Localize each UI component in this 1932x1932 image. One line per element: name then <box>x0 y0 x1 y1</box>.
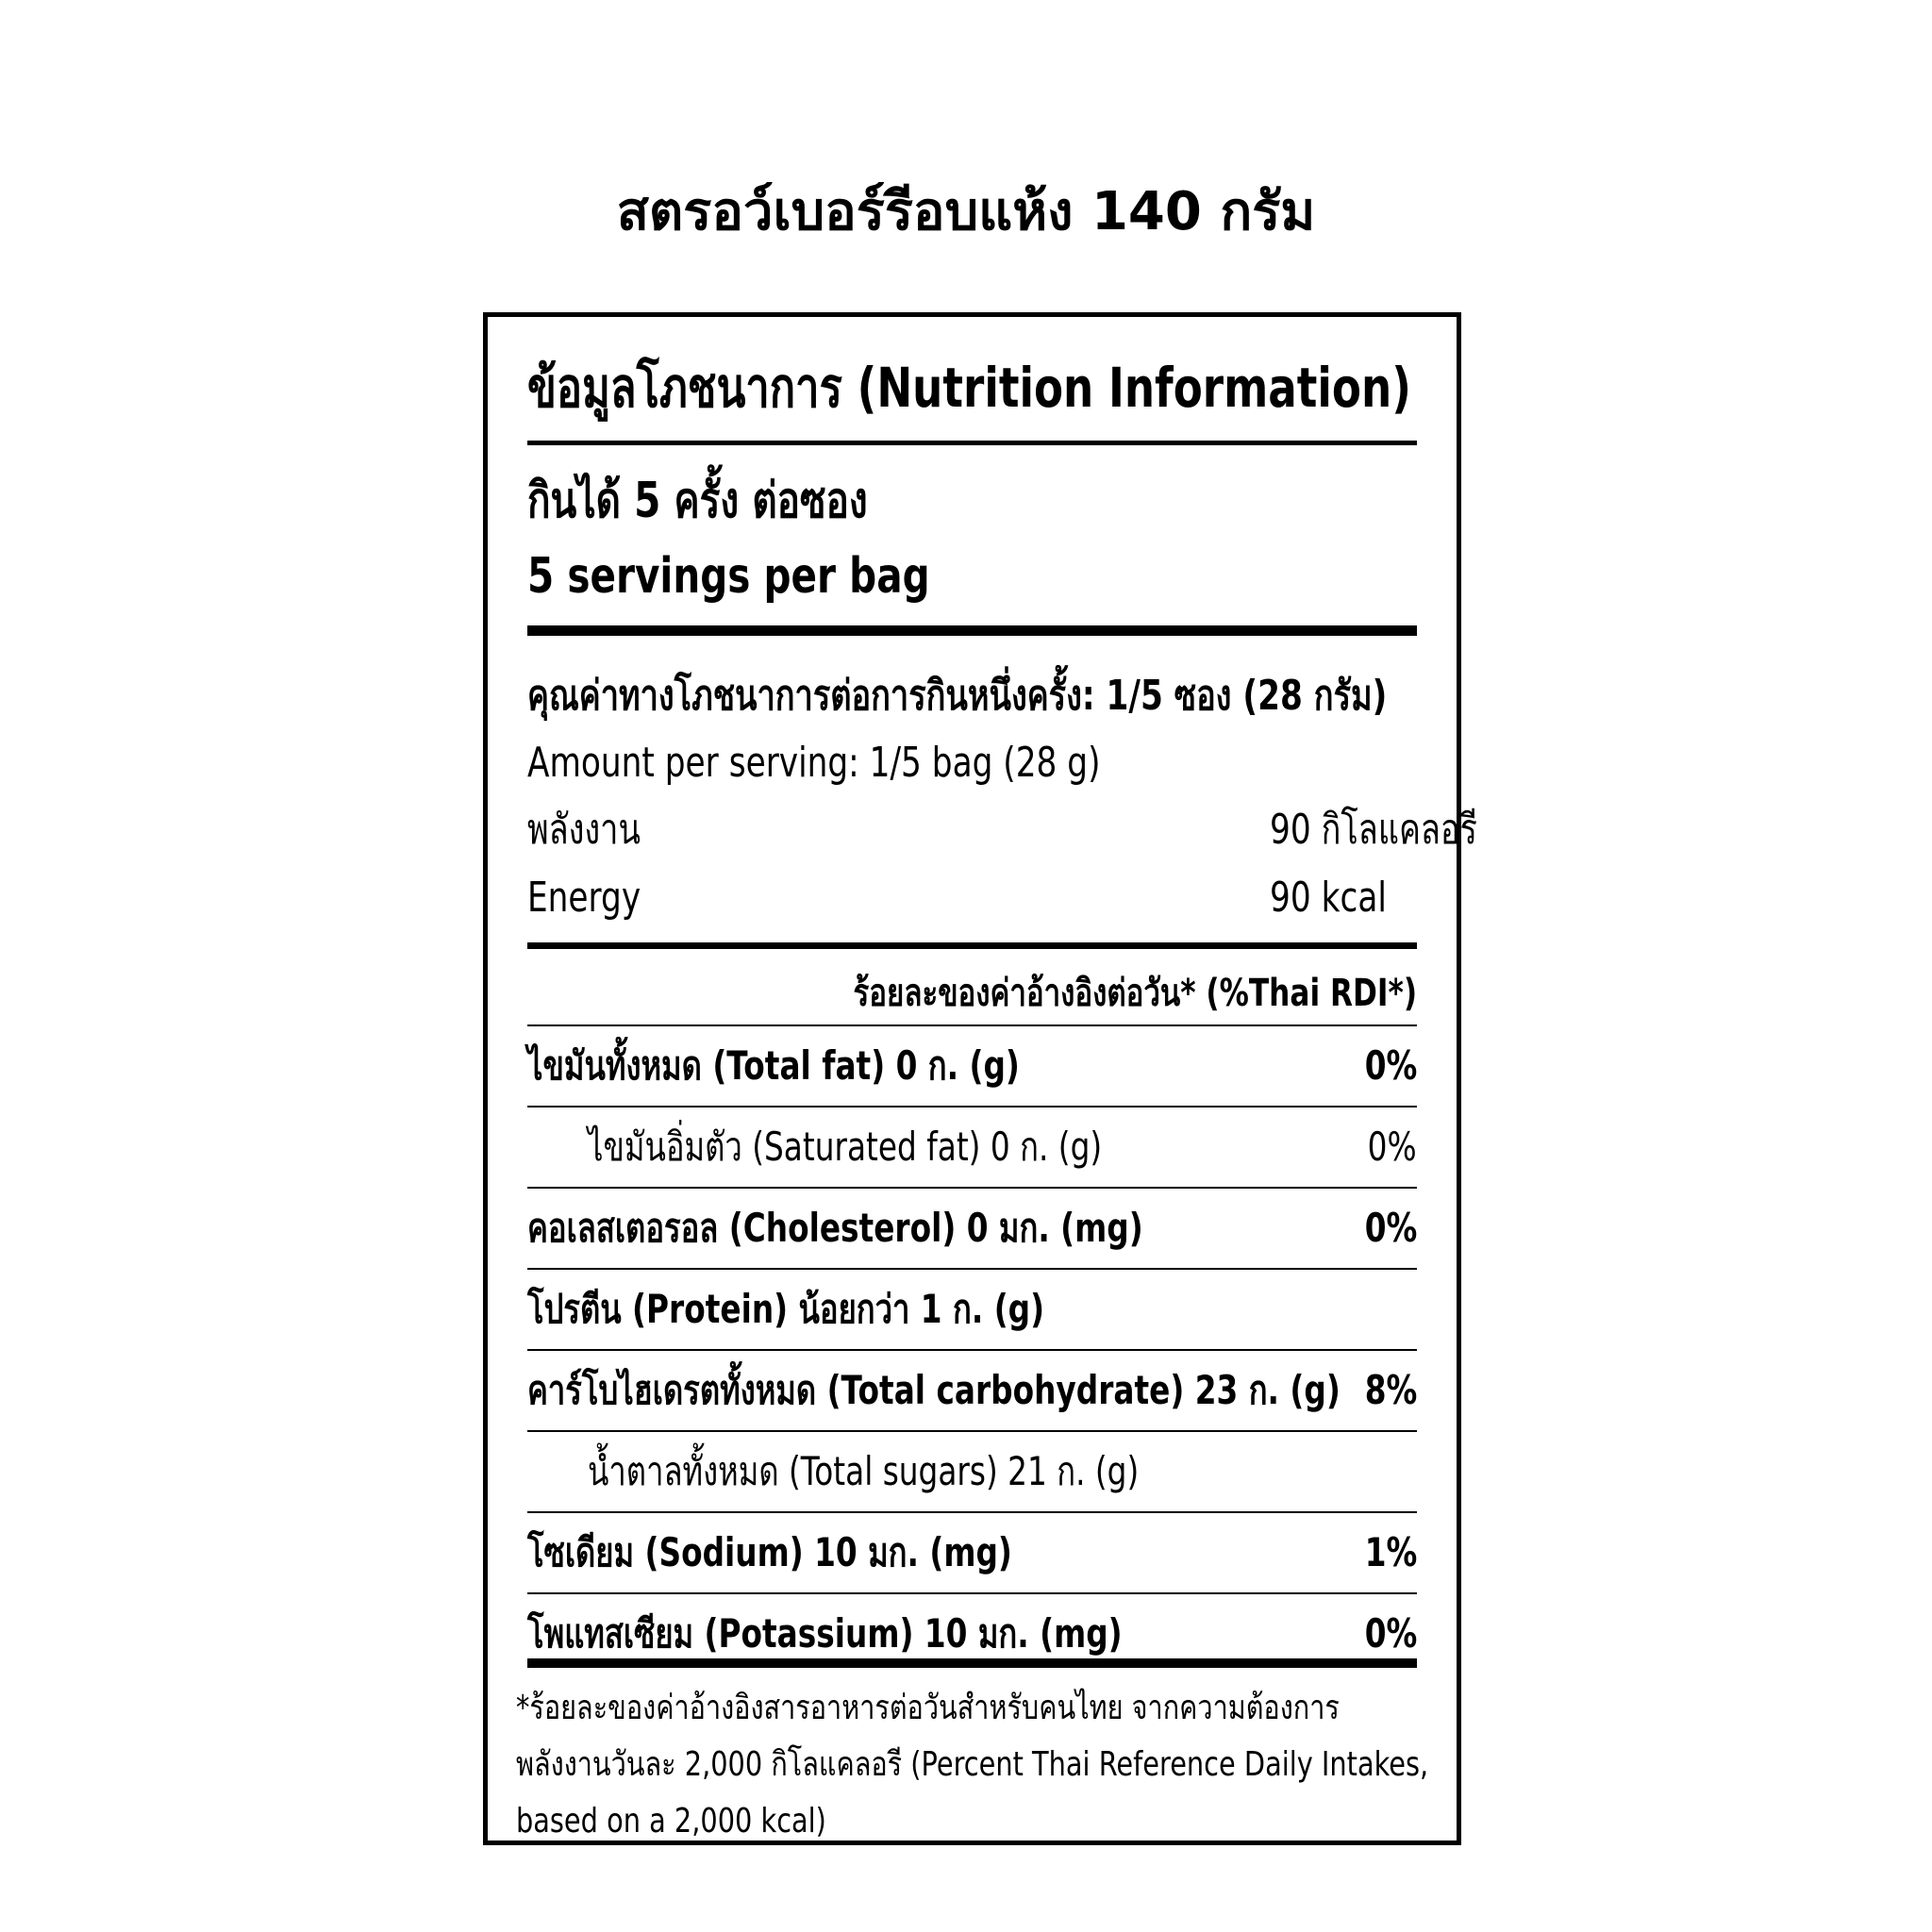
energy-value-en-text: 90 kcal <box>1270 874 1387 922</box>
nutrient-name-text: ไขมันอิ่มตัว (Saturated fat) 0 ก. (g) <box>588 1124 1103 1170</box>
rdi-header <box>694 965 1417 1022</box>
nutrient-name-text: น้ำตาลทั้งหมด (Total sugars) 21 ก. (g) <box>588 1448 1140 1494</box>
rdi-header-text: ร้อยละของค่าอ้างอิงต่อวัน* (%Thai RDI*) <box>853 972 1417 1015</box>
footnote <box>516 1680 1450 1850</box>
amount-per-serving-th <box>527 666 1629 726</box>
nutrient-name <box>588 1441 1294 1502</box>
nutrient-name <box>588 1117 1247 1177</box>
nutrition-heading-text: ข้อมูลโภชนาการ (Nutrition Information) <box>527 356 1411 420</box>
nutrient-name <box>527 1036 1158 1096</box>
nutrient-percent-text: 0% <box>1364 1205 1417 1251</box>
nutrient-name <box>527 1523 1149 1583</box>
energy-label-th <box>527 800 673 860</box>
nutrient-name <box>527 1604 1291 1664</box>
nutrient-percent <box>1350 1604 1417 1664</box>
table-bottom-divider <box>527 1658 1417 1668</box>
nutrient-percent <box>1350 1360 1417 1421</box>
nutrient-row <box>527 1108 1417 1187</box>
nutrient-name-text: คาร์โบไฮเดรตทั้งหมด (Total carbohydrate) 23 ก. (g) <box>527 1367 1341 1413</box>
energy-label-en-text: Energy <box>527 874 641 922</box>
nutrient-percent-text: 0% <box>1364 1610 1417 1657</box>
energy-label-en <box>527 868 673 928</box>
amount-en-text: Amount per serving: 1/5 bag (28 g) <box>527 739 1101 787</box>
servings-divider <box>527 625 1417 636</box>
nutrient-percent <box>1350 1198 1417 1258</box>
nutrient-row <box>527 1351 1417 1430</box>
servings-en-text: 5 servings per bag <box>527 548 930 605</box>
nutrient-name <box>527 1198 1317 1258</box>
nutrient-percent <box>1354 1117 1417 1177</box>
nutrient-percent-text: 0% <box>1368 1124 1417 1170</box>
nutrient-percent-text: 8% <box>1364 1367 1417 1413</box>
nutrient-percent <box>1350 1036 1417 1096</box>
nutrient-name-text: โพแทสเซียม (Potassium) 10 มก. (mg) <box>527 1610 1123 1657</box>
nutrient-row <box>527 1270 1417 1349</box>
nutrient-percent-text: 0% <box>1364 1042 1417 1089</box>
footnote-line: *ร้อยละของค่าอ้างอิงสารอาหารต่อวันสำหรับคนไทย จากความต้องการ <box>516 1689 1340 1727</box>
nutrient-name <box>527 1279 1191 1340</box>
nutrient-percent <box>1350 1523 1417 1583</box>
nutrient-name-text: คอเลสเตอรอล (Cholesterol) 0 มก. (mg) <box>527 1205 1143 1251</box>
energy-value-en <box>1270 868 1420 928</box>
nutrient-row <box>527 1026 1417 1106</box>
energy-label-th-text: พลังงาน <box>527 806 641 854</box>
energy-value-th <box>1270 800 1536 860</box>
amount-th-text: คุณค่าทางโภชนาการต่อการกินหนึ่งครั้ง: 1/5 ซอง (28 กรัม) <box>527 672 1388 720</box>
nutrient-row <box>527 1513 1417 1592</box>
nutrient-row <box>527 1432 1417 1511</box>
servings-per-container-th <box>527 468 963 534</box>
nutrient-percent-text: 1% <box>1364 1529 1417 1575</box>
footnote-line: พลังงานวันละ 2,000 กิโลแคลอรี (Percent Thai Reference Daily Intakes, <box>516 1745 1429 1784</box>
footnote-line: based on a 2,000 kcal) <box>516 1802 826 1840</box>
product-title: สตรอว์เบอร์รีอบแห้ง 140 กรัม <box>616 181 1316 242</box>
heading-divider <box>527 441 1417 445</box>
nutrient-name-text: โปรตีน (Protein) น้อยกว่า 1 ก. (g) <box>527 1286 1045 1332</box>
nutrient-name-text: โซเดียม (Sodium) 10 มก. (mg) <box>527 1529 1012 1575</box>
nutrient-name-text: ไขมันทั้งหมด (Total fat) 0 ก. (g) <box>527 1042 1020 1089</box>
servings-per-container-en <box>527 543 1043 609</box>
energy-divider <box>527 942 1417 949</box>
servings-th-text: กินได้ 5 ครั้ง ต่อซอง <box>527 473 868 529</box>
amount-per-serving-en <box>527 733 1262 793</box>
nutrition-heading <box>527 345 1660 430</box>
nutrition-label <box>483 312 1477 1845</box>
energy-value-th-text: 90 กิโลแคลอรี <box>1270 806 1477 854</box>
nutrient-row <box>527 1189 1417 1268</box>
